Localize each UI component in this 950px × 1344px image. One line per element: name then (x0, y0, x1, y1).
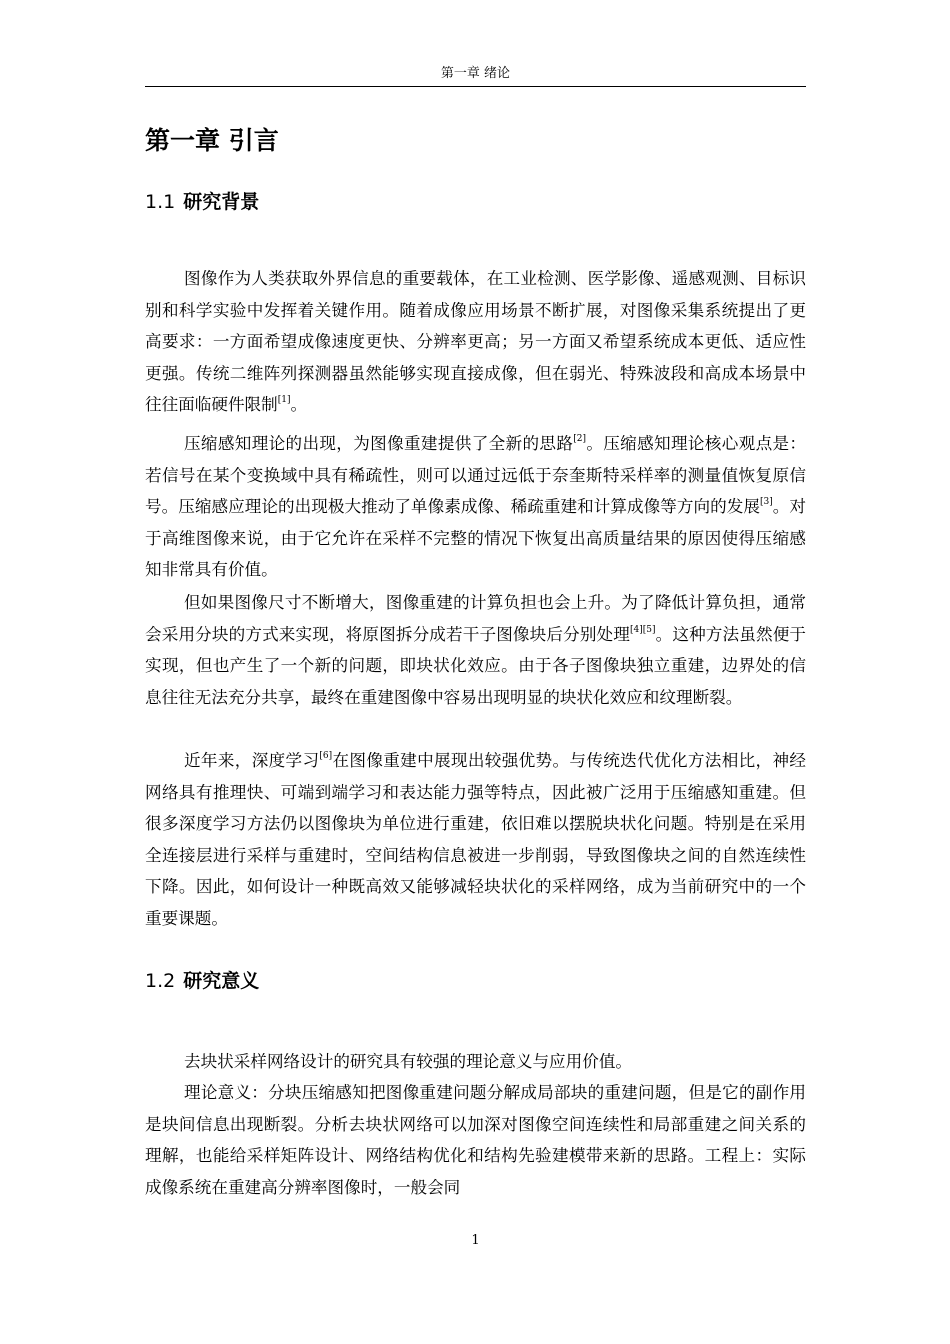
paragraph-text: 。 (290, 395, 308, 415)
paragraph-text: 压缩感知理论的出现，为图像重建提供了全新的思路 (184, 434, 574, 453)
paragraph (145, 1077, 806, 1203)
paragraph-text: 近年来，深度学习 (184, 751, 320, 770)
paragraph-text: 。压缩感知理论核心观点是：若信号在某个变换域中具有稀疏性，则可以通过远低于奈奎斯特采样率的测量值恢复原信号。压缩感应理论的出现极大推动了单像素成像、稀疏重建和计算成像等方向的发展 (145, 434, 807, 517)
section-heading-1-1 (145, 188, 259, 216)
page-number: 1 (471, 1233, 480, 1248)
paragraph (145, 263, 806, 421)
paragraph (145, 1046, 806, 1078)
running-header: 第一章 绪论 (440, 66, 511, 81)
paragraph (145, 428, 806, 586)
paragraph (145, 745, 806, 935)
section-heading-1-2 (145, 967, 259, 995)
citation-ref: [3] (760, 497, 773, 508)
paragraph-text: 。对于高维图像来说，由于它允许在采样不完整的情况下恢复出高质量结果的原因使得压缩感知非常具有价值。 (145, 497, 807, 580)
paragraph-text: 但如果图像尺寸不断增大，图像重建的计算负担也会上升。为了降低计算负担，通常会采用分块的方式来实现，将原图拆分成若干子图像块后分别处理 (145, 593, 806, 644)
citation-ref: [2] (573, 434, 586, 444)
citation-ref: [6] (319, 751, 333, 761)
citation-ref: [4][5] (630, 624, 656, 635)
paragraph-text: 理论意义：分块压缩感知把图像重建问题分解成局部块的重建问题，但是它的副作用是块间信息出现断裂。分析去块状网络可以加深对图像空间连续性和局部重建之间关系的理解，也能给采样矩阵设计、网络结构优化和结构先验建模带来新的思路。工程上：实际成像系统在重建高分辨率图像时，一般会同 (145, 1083, 806, 1197)
section-title-text: 研究背景 (183, 191, 260, 213)
section-number: 1.2 (145, 970, 176, 992)
chapter-title: 第一章 引言 (145, 126, 279, 155)
paragraph (145, 587, 806, 713)
paragraph-text: 图像作为人类获取外界信息的重要载体，在工业检测、医学影像、遥感观测、目标识别和科学实验中发挥着关键作用。随着成像应用场景不断扩展，对图像采集系统提出了更高要求：一方面希望成像速度更快、分辨率更高；另一方面又希望系统成本更低、适应性更强。传统二维阵列探测器虽然能够实现直接成像，但在弱光、特殊波段和高成本场景中往往面临硬件限制 (145, 269, 806, 415)
citation-ref: [1] (277, 395, 291, 406)
paragraph-text: 。这种方法虽然便于实现，但也产生了一个新的问题，即块状化效应。由于各子图像块独立重建，边界处的信息往往无法充分共享，最终在重建图像中容易出现明显的块状化效应和纹理断裂。 (145, 624, 807, 707)
section-number: 1.1 (145, 191, 176, 213)
paragraph-text: 去块状采样网络设计的研究具有较强的理论意义与应用价值。 (184, 1052, 633, 1071)
section-title-text: 研究意义 (183, 970, 260, 992)
paragraph-text: 在图像重建中展现出较强优势。与传统迭代优化方法相比，神经网络具有推理快、可端到端学习和表达能力强等特点，因此被广泛用于压缩感知重建。但很多深度学习方法仍以图像块为单位进行重建，依旧难以摆脱块状化问题。特别是在采用全连接层进行采样与重建时，空间结构信息被进一步削弱，导致图像块之间的自然连续性下降。因此，如何设计一种既高效又能够减轻块状化的采样网络，成为当前研究中的一个重要课题。 (145, 751, 807, 928)
header-rule (145, 86, 806, 87)
